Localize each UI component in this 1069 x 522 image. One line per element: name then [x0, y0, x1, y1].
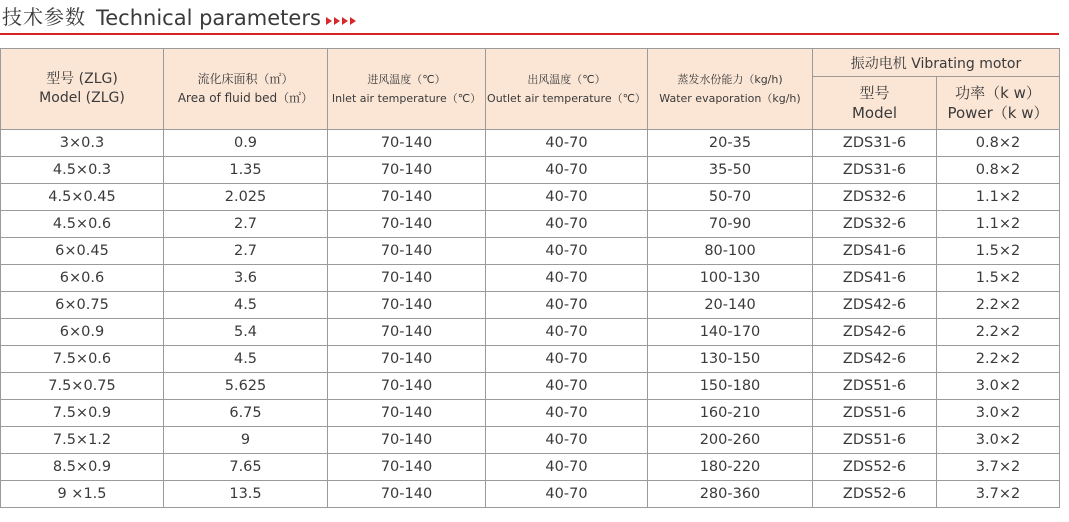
motor-power-cell: 2.2×2	[937, 319, 1060, 346]
motor-power-cell: 2.2×2	[937, 292, 1060, 319]
inlet-temp-cell: 70-140	[328, 184, 486, 211]
table-row	[1, 319, 1060, 346]
evaporation-cell: 50-70	[648, 184, 813, 211]
area-cell: 0.9	[164, 130, 328, 157]
outlet-temp-cell: 40-70	[486, 265, 648, 292]
inlet-temp-cell: 70-140	[328, 373, 486, 400]
model-cell: 9 ×1.5	[1, 481, 164, 508]
inlet-temp-cell: 70-140	[328, 265, 486, 292]
arrow-decoration-icon	[326, 17, 358, 34]
col-header-evaporation-en: Water evaporation（kg/h)	[659, 92, 801, 105]
motor-model-cell: ZDS51-6	[813, 427, 937, 454]
col-header-area-zh: 流化床面积（㎡）	[197, 72, 294, 86]
outlet-temp-cell: 40-70	[486, 373, 648, 400]
section-header	[0, 0, 1069, 34]
outlet-temp-cell: 40-70	[486, 184, 648, 211]
evaporation-cell: 280-360	[648, 481, 813, 508]
motor-power-cell: 1.5×2	[937, 265, 1060, 292]
arrow-right-icon	[342, 17, 348, 25]
col-header-model-en: Model (ZLG)	[39, 90, 125, 106]
col-header-evaporation-zh: 蒸发水份能力（kg/h)	[677, 73, 783, 86]
table-row	[1, 373, 1060, 400]
area-cell: 4.5	[164, 292, 328, 319]
model-cell: 4.5×0.6	[1, 211, 164, 238]
evaporation-cell: 140-170	[648, 319, 813, 346]
section-title-en: Technical parameters	[96, 6, 321, 30]
model-cell: 7.5×0.75	[1, 373, 164, 400]
motor-model-cell: ZDS41-6	[813, 265, 937, 292]
col-header-motor-power-zh: 功率（k w）	[955, 84, 1041, 102]
model-cell: 4.5×0.45	[1, 184, 164, 211]
evaporation-cell: 35-50	[648, 157, 813, 184]
evaporation-cell: 80-100	[648, 238, 813, 265]
model-cell: 6×0.45	[1, 238, 164, 265]
outlet-temp-cell: 40-70	[486, 130, 648, 157]
area-cell: 6.75	[164, 400, 328, 427]
motor-power-cell: 1.1×2	[937, 184, 1060, 211]
evaporation-cell: 20-35	[648, 130, 813, 157]
header-divider	[0, 33, 1059, 35]
area-cell: 3.6	[164, 265, 328, 292]
area-cell: 2.7	[164, 211, 328, 238]
evaporation-cell: 150-180	[648, 373, 813, 400]
section-title-zh: 技术参数	[2, 5, 86, 29]
motor-power-cell: 1.1×2	[937, 211, 1060, 238]
model-cell: 7.5×1.2	[1, 427, 164, 454]
motor-power-cell: 3.7×2	[937, 454, 1060, 481]
motor-model-cell: ZDS32-6	[813, 211, 937, 238]
motor-power-cell: 3.0×2	[937, 373, 1060, 400]
motor-power-cell: 3.7×2	[937, 481, 1060, 508]
col-header-area	[164, 49, 328, 130]
area-cell: 9	[164, 427, 328, 454]
model-cell: 8.5×0.9	[1, 454, 164, 481]
table-row	[1, 238, 1060, 265]
table-body	[1, 130, 1060, 508]
motor-model-cell: ZDS31-6	[813, 157, 937, 184]
table-row	[1, 427, 1060, 454]
outlet-temp-cell: 40-70	[486, 454, 648, 481]
col-header-inlet-zh: 进风温度（℃）	[367, 73, 446, 86]
model-cell: 7.5×0.6	[1, 346, 164, 373]
table-row	[1, 211, 1060, 238]
area-cell: 2.7	[164, 238, 328, 265]
area-cell: 4.5	[164, 346, 328, 373]
model-cell: 7.5×0.9	[1, 400, 164, 427]
table-row	[1, 346, 1060, 373]
motor-power-cell: 3.0×2	[937, 400, 1060, 427]
area-cell: 5.625	[164, 373, 328, 400]
table-row	[1, 481, 1060, 508]
motor-model-cell: ZDS42-6	[813, 346, 937, 373]
inlet-temp-cell: 70-140	[328, 130, 486, 157]
model-cell: 3×0.3	[1, 130, 164, 157]
model-cell: 6×0.75	[1, 292, 164, 319]
arrow-right-icon	[350, 17, 356, 25]
table-row	[1, 184, 1060, 211]
col-header-model-zh: 型号 (ZLG)	[46, 71, 118, 87]
table-row	[1, 265, 1060, 292]
motor-power-cell: 3.0×2	[937, 427, 1060, 454]
table-row	[1, 292, 1060, 319]
evaporation-cell: 20-140	[648, 292, 813, 319]
motor-model-cell: ZDS42-6	[813, 319, 937, 346]
motor-model-cell: ZDS31-6	[813, 130, 937, 157]
evaporation-cell: 160-210	[648, 400, 813, 427]
table-row	[1, 157, 1060, 184]
motor-power-cell: 0.8×2	[937, 157, 1060, 184]
outlet-temp-cell: 40-70	[486, 238, 648, 265]
evaporation-cell: 200-260	[648, 427, 813, 454]
motor-power-cell: 0.8×2	[937, 130, 1060, 157]
inlet-temp-cell: 70-140	[328, 454, 486, 481]
motor-model-cell: ZDS52-6	[813, 481, 937, 508]
outlet-temp-cell: 40-70	[486, 346, 648, 373]
col-header-outlet-zh: 出风温度（℃）	[527, 73, 606, 86]
area-cell: 1.35	[164, 157, 328, 184]
model-cell: 4.5×0.3	[1, 157, 164, 184]
motor-model-cell: ZDS51-6	[813, 400, 937, 427]
outlet-temp-cell: 40-70	[486, 211, 648, 238]
outlet-temp-cell: 40-70	[486, 292, 648, 319]
motor-model-cell: ZDS32-6	[813, 184, 937, 211]
col-header-outlet	[486, 49, 648, 130]
inlet-temp-cell: 70-140	[328, 292, 486, 319]
motor-model-cell: ZDS51-6	[813, 373, 937, 400]
motor-model-cell: ZDS42-6	[813, 292, 937, 319]
inlet-temp-cell: 70-140	[328, 211, 486, 238]
outlet-temp-cell: 40-70	[486, 427, 648, 454]
evaporation-cell: 70-90	[648, 211, 813, 238]
inlet-temp-cell: 70-140	[328, 400, 486, 427]
inlet-temp-cell: 70-140	[328, 319, 486, 346]
model-cell: 6×0.9	[1, 319, 164, 346]
col-header-motor-model	[813, 77, 937, 130]
table-row	[1, 130, 1060, 157]
area-cell: 13.5	[164, 481, 328, 508]
area-cell: 5.4	[164, 319, 328, 346]
col-header-area-en: Area of fluid bed（㎡）	[177, 91, 314, 105]
arrow-right-icon	[326, 17, 332, 25]
technical-parameters-table	[0, 48, 1060, 508]
col-header-evaporation	[648, 49, 813, 130]
model-cell: 6×0.6	[1, 265, 164, 292]
col-header-vibrating-motor: 振动电机 Vibrating motor	[813, 49, 1060, 77]
col-header-inlet	[328, 49, 486, 130]
table-row	[1, 400, 1060, 427]
inlet-temp-cell: 70-140	[328, 346, 486, 373]
col-header-model	[1, 49, 164, 130]
evaporation-cell: 130-150	[648, 346, 813, 373]
table-row	[1, 454, 1060, 481]
inlet-temp-cell: 70-140	[328, 427, 486, 454]
inlet-temp-cell: 70-140	[328, 157, 486, 184]
col-header-inlet-en: Inlet air temperature（℃）	[331, 92, 482, 105]
outlet-temp-cell: 40-70	[486, 481, 648, 508]
col-header-motor-power	[937, 77, 1060, 130]
col-header-outlet-en: Outlet air temperature（℃）	[487, 92, 646, 105]
motor-model-cell: ZDS41-6	[813, 238, 937, 265]
evaporation-cell: 180-220	[648, 454, 813, 481]
inlet-temp-cell: 70-140	[328, 481, 486, 508]
area-cell: 2.025	[164, 184, 328, 211]
col-header-motor-model-en: Model	[851, 104, 898, 122]
evaporation-cell: 100-130	[648, 265, 813, 292]
motor-power-cell: 2.2×2	[937, 346, 1060, 373]
inlet-temp-cell: 70-140	[328, 238, 486, 265]
arrow-right-icon	[334, 17, 340, 25]
col-header-motor-power-en: Power（k w）	[947, 104, 1049, 122]
col-header-motor-model-zh: 型号	[859, 84, 890, 102]
outlet-temp-cell: 40-70	[486, 319, 648, 346]
area-cell: 7.65	[164, 454, 328, 481]
motor-model-cell: ZDS52-6	[813, 454, 937, 481]
outlet-temp-cell: 40-70	[486, 157, 648, 184]
motor-power-cell: 1.5×2	[937, 238, 1060, 265]
outlet-temp-cell: 40-70	[486, 400, 648, 427]
